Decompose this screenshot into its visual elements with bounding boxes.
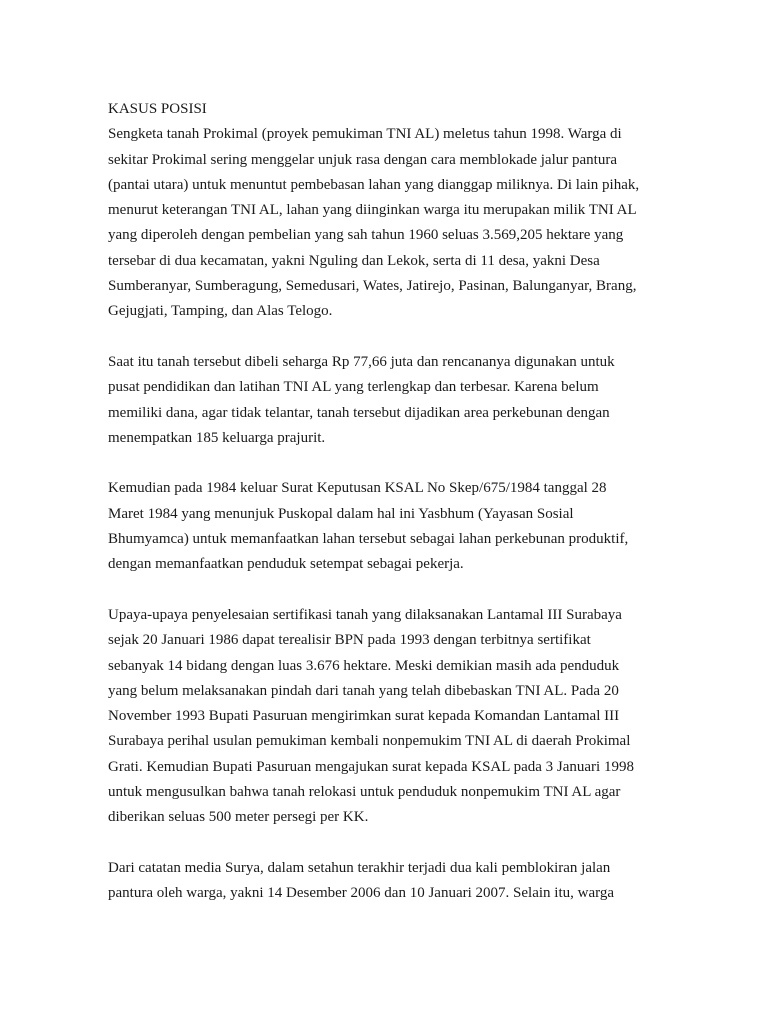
document-page [108, 97, 728, 932]
paragraph-line: Bhumyamca) untuk memanfaatkan lahan tersebut sebagai lahan perkebunan produktif, [108, 531, 629, 548]
paragraph-line: Grati. Kemudian Bupati Pasuruan mengajukan surat kepada KSAL pada 3 Januari 1998 [108, 758, 634, 775]
paragraph-line: Saat itu tanah tersebut dibeli seharga Rp 77,66 juta dan rencananya digunakan untuk [108, 353, 615, 370]
paragraph-line: pusat pendidikan dan latihan TNI AL yang terlengkap dan terbesar. Karena belum [108, 379, 599, 396]
paragraph-line: sejak 20 Januari 1986 dapat terealisir BPN pada 1993 dengan terbitnya sertifikat [108, 632, 591, 649]
paragraph-line: memiliki dana, agar tidak telantar, tanah tersebut dijadikan area perkebunan dengan [108, 404, 610, 421]
paragraph [108, 856, 728, 907]
paragraph-line: menurut keterangan TNI AL, lahan yang diinginkan warga itu merupakan milik TNI AL [108, 202, 637, 219]
paragraph-line: Surabaya perihal usulan pemukiman kembali nonpemukim TNI AL di daerah Prokimal [108, 733, 631, 750]
document-body [108, 122, 728, 906]
paragraph [108, 350, 728, 451]
paragraph-line: tersebar di dua kecamatan, yakni Nguling dan Lekok, serta di 11 desa, yakni Desa [108, 252, 600, 269]
paragraph [108, 122, 728, 324]
paragraph-line: Gejugjati, Tamping, dan Alas Telogo. [108, 303, 333, 320]
paragraph-line: Sumberanyar, Sumberagung, Semedusari, Wates, Jatirejo, Pasinan, Balunganyar, Brang, [108, 278, 637, 295]
paragraph-line: pantura oleh warga, yakni 14 Desember 2006 dan 10 Januari 2007. Selain itu, warga [108, 885, 614, 902]
document-title: KASUS POSISI [108, 101, 207, 117]
paragraph-line: Maret 1984 yang menunjuk Puskopal dalam hal ini Yasbhum (Yayasan Sosial [108, 505, 574, 522]
paragraph-line: dengan memanfaatkan penduduk setempat sebagai pekerja. [108, 556, 464, 573]
paragraph-line: yang belum melaksanakan pindah dari tanah yang telah dibebaskan TNI AL. Pada 20 [108, 682, 619, 699]
paragraph-line: sebanyak 14 bidang dengan luas 3.676 hektare. Meski demikian masih ada penduduk [108, 657, 620, 674]
paragraph-line: sekitar Prokimal sering menggelar unjuk rasa dengan cara memblokade jalur pantura [108, 151, 617, 168]
paragraph-line: Sengketa tanah Prokimal (proyek pemukiman TNI AL) meletus tahun 1998. Warga di [108, 126, 622, 143]
paragraph-line: Dari catatan media Surya, dalam setahun terakhir terjadi dua kali pemblokiran jalan [108, 859, 611, 876]
paragraph [108, 603, 728, 831]
paragraph-line: diberikan seluas 500 meter persegi per KK. [108, 809, 369, 826]
paragraph-line: Upaya-upaya penyelesaian sertifikasi tanah yang dilaksanakan Lantamal III Surabaya [108, 606, 622, 623]
paragraph-line: untuk mengusulkan bahwa tanah relokasi untuk penduduk nonpemukim TNI AL agar [108, 784, 621, 801]
paragraph-line: November 1993 Bupati Pasuruan mengirimkan surat kepada Komandan Lantamal III [108, 708, 620, 725]
paragraph [108, 476, 728, 577]
paragraph-line: (pantai utara) untuk menuntut pembebasan lahan yang dianggap miliknya. Di lain pihak, [108, 176, 640, 193]
paragraph-line: yang diperoleh dengan pembelian yang sah tahun 1960 seluas 3.569,205 hektare yang [108, 227, 624, 244]
paragraph-line: menempatkan 185 keluarga prajurit. [108, 429, 326, 446]
paragraph-line: Kemudian pada 1984 keluar Surat Keputusan KSAL No Skep/675/1984 tanggal 28 [108, 480, 607, 497]
